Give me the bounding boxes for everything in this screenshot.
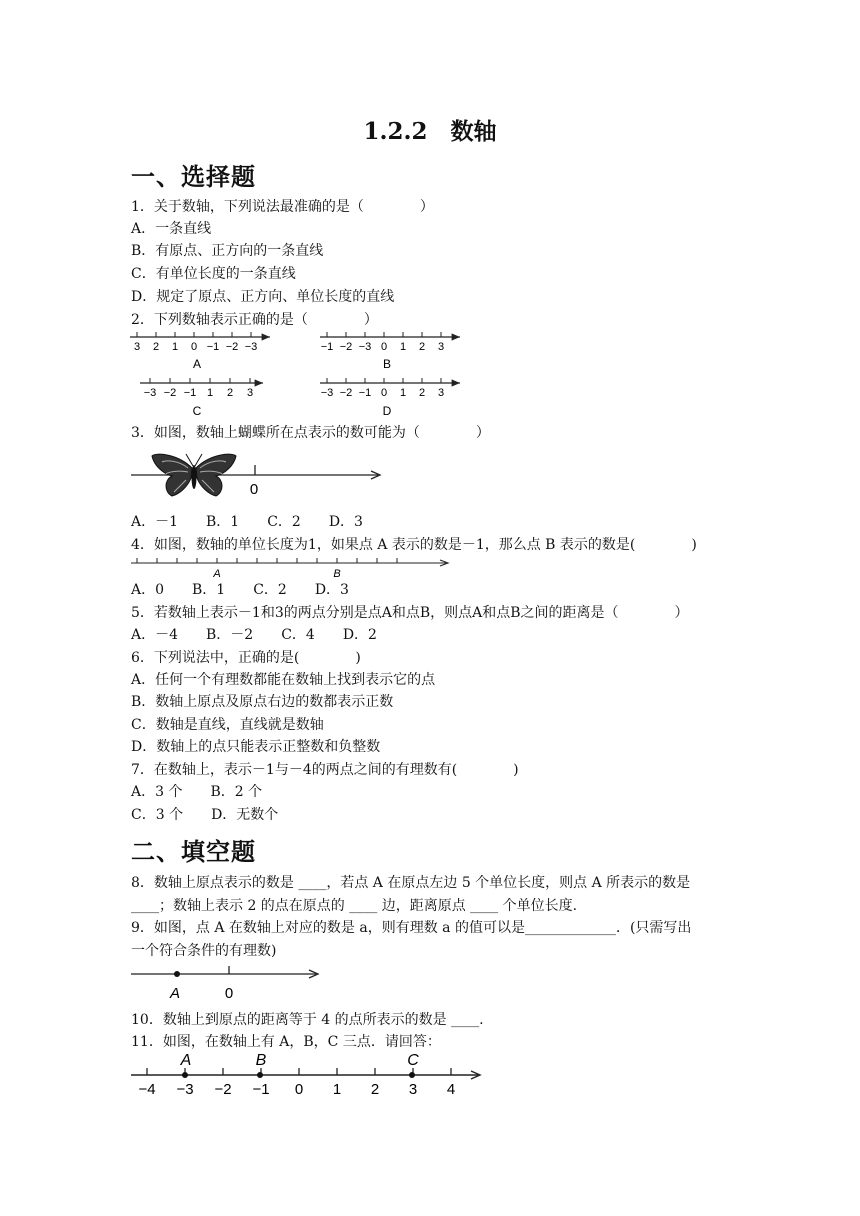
tick-label: −1 [320, 341, 334, 353]
point-a-label: A [180, 1052, 192, 1069]
point-c-label: C [407, 1052, 419, 1069]
tick-label: −1 [183, 387, 197, 399]
question-2-number-lines [125, 330, 475, 420]
tick-label: 3 [437, 341, 445, 353]
question-3-butterfly-figure [128, 450, 388, 500]
question-11-number-line [128, 1050, 488, 1100]
tick-label: 3 [408, 1081, 418, 1098]
question-4-stem: 4．如图，数轴的单位长度为1，如果点 A 表示的数是－1，那么点 B 表示的数是( ) [131, 537, 697, 553]
page-title: 1.2.2 数轴 [363, 118, 497, 145]
question-7-stem: 7．在数轴上，表示－1与－4的两点之间的有理数有( ) [131, 762, 519, 778]
tick-label: 3 [133, 341, 141, 353]
question-7-options-ab: A．3 个 B．2 个 [131, 784, 263, 800]
tick-label: −1 [206, 341, 220, 353]
tick-label: −1 [252, 1081, 270, 1098]
point-b-dot [257, 1072, 263, 1078]
question-5-options: A．－4 B．－2 C．4 D．2 [131, 627, 377, 643]
tick-label: −3 [358, 341, 372, 353]
question-8-line-2: ____；数轴上表示 2 的点在原点的 ____ 边，距离原点 ____ 个单位长度. [131, 898, 578, 914]
tick-label: −2 [163, 387, 177, 399]
question-6-stem: 6．下列说法中，正确的是( ) [131, 650, 361, 666]
question-1-option-d: D．规定了原点、正方向、单位长度的直线 [131, 289, 395, 305]
tick-label: 2 [152, 341, 160, 353]
origin-label: 0 [224, 985, 234, 1002]
axis-c-label: C [192, 404, 202, 418]
point-a-dot [174, 971, 180, 977]
tick-label: −3 [176, 1081, 194, 1098]
tick-label: −1 [358, 387, 372, 399]
tick-label: −4 [138, 1081, 156, 1098]
axis-d-label: D [382, 404, 392, 418]
tick-label: 0 [190, 341, 198, 353]
question-5-stem: 5．若数轴上表示－1和3的两点分别是点A和点B，则点A和点B之间的距离是（ ） [131, 605, 689, 621]
tick-label: 3 [246, 387, 254, 399]
axis-b-label: B [382, 357, 392, 371]
question-8-line-1: 8．数轴上原点表示的数是 ____，若点 A 在原点左边 5 个单位长度，则点 A 所表示的数是 [131, 875, 691, 891]
tick-label: 1 [171, 341, 179, 353]
question-9-number-line [128, 963, 328, 1005]
point-a-label: A [169, 985, 181, 1002]
tick-label: −3 [244, 341, 258, 353]
tick-label: 1 [332, 1081, 342, 1098]
tick-label: 2 [418, 341, 426, 353]
question-6-option-c: C．数轴是直线，直线就是数轴 [131, 717, 324, 733]
tick-label: 2 [226, 387, 234, 399]
tick-label: 1 [399, 341, 407, 353]
tick-label: 0 [380, 341, 388, 353]
question-6-option-b: B．数轴上原点及原点右边的数都表示正数 [131, 694, 394, 710]
point-c-dot [409, 1072, 415, 1078]
question-1-stem: 1．关于数轴，下列说法最准确的是（ ） [131, 199, 434, 215]
question-3-stem: 3．如图，数轴上蝴蝶所在点表示的数可能为（ ） [131, 425, 490, 441]
tick-label: 1 [206, 387, 214, 399]
tick-label: 3 [437, 387, 445, 399]
tick-label: −2 [225, 341, 239, 353]
tick-label: 2 [370, 1081, 380, 1098]
tick-label: 0 [380, 387, 388, 399]
origin-label: 0 [249, 481, 259, 498]
question-9-line-2: 一个符合条件的有理数) [131, 943, 277, 959]
question-6-option-d: D．数轴上的点只能表示正整数和负整数 [131, 739, 381, 755]
axis-a-label: A [192, 357, 202, 371]
question-3-options: A．－1 B．1 C．2 D．3 [131, 514, 363, 530]
tick-label: −2 [339, 387, 353, 399]
tick-label: −3 [143, 387, 157, 399]
question-2-stem: 2．下列数轴表示正确的是（ ） [131, 312, 378, 328]
section-heading-fill: 二、填空题 [131, 837, 256, 866]
tick-label: 2 [418, 387, 426, 399]
question-4-options: A．0 B．1 C．2 D．3 [131, 582, 349, 598]
question-9-line-1: 9．如图，点 A 在数轴上对应的数是 a，则有理数 a 的值可以是_____________．(只需写出 [131, 920, 692, 936]
question-6-option-a: A．任何一个有理数都能在数轴上找到表示它的点 [131, 672, 436, 688]
point-b-label: B [333, 568, 341, 580]
question-1-option-b: B．有原点、正方向的一条直线 [131, 243, 324, 259]
question-4-number-line [128, 553, 458, 581]
question-1-option-a: A．一条直线 [131, 221, 212, 237]
tick-label: 0 [294, 1081, 304, 1098]
point-b-label: B [255, 1052, 267, 1069]
point-a-label: A [213, 568, 221, 580]
tick-label: −2 [214, 1081, 232, 1098]
point-a-dot [182, 1072, 188, 1078]
tick-label: 4 [446, 1081, 456, 1098]
tick-label: −2 [339, 341, 353, 353]
question-1-option-c: C．有单位长度的一条直线 [131, 266, 296, 282]
tick-label: 1 [399, 387, 407, 399]
question-7-options-cd: C．3 个 D．无数个 [131, 807, 279, 823]
tick-label: −3 [320, 387, 334, 399]
question-11-stem: 11．如图，在数轴上有 A，B，C 三点．请回答： [131, 1034, 441, 1050]
section-heading-choice: 一、选择题 [131, 162, 256, 191]
question-10: 10．数轴上到原点的距离等于 4 的点所表示的数是 ____. [131, 1012, 484, 1028]
